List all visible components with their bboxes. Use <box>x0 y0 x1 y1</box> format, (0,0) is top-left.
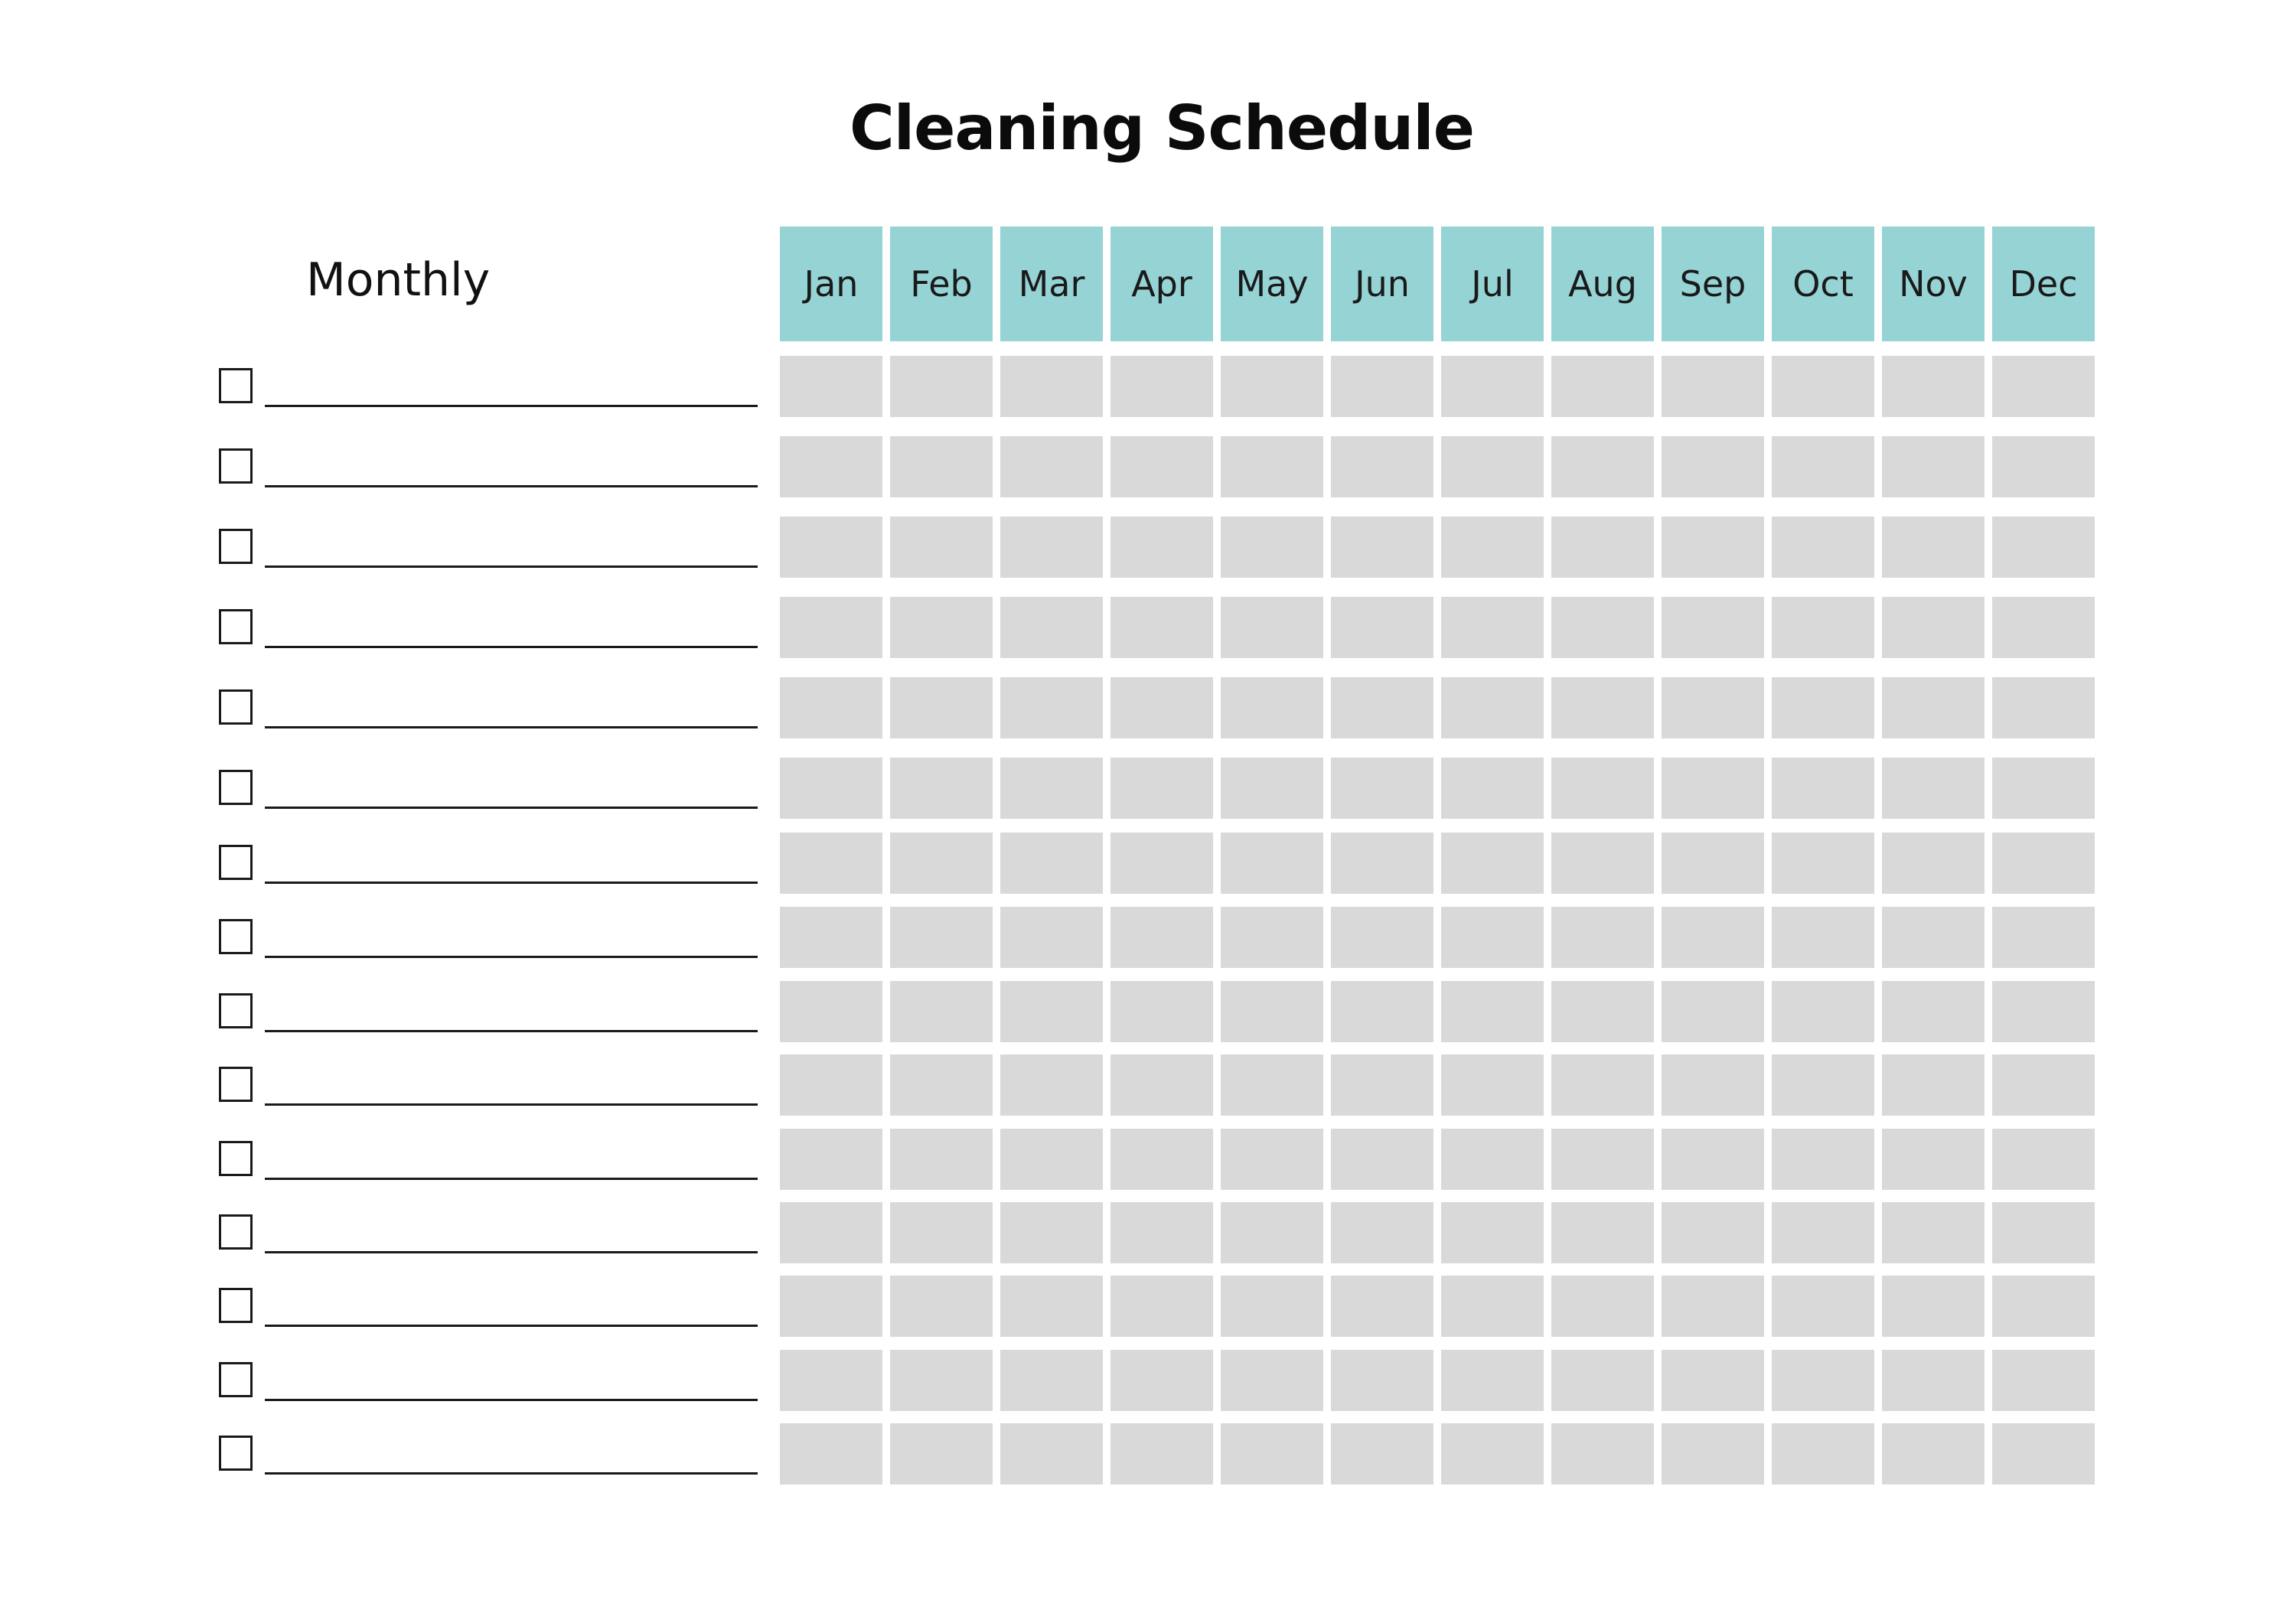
task-name-line[interactable] <box>265 1103 758 1106</box>
task-name-line[interactable] <box>265 1178 758 1180</box>
schedule-cell[interactable] <box>1662 1054 1764 1116</box>
schedule-cell[interactable] <box>780 981 882 1042</box>
schedule-cell[interactable] <box>1110 597 1213 658</box>
schedule-cell[interactable] <box>1441 356 1544 417</box>
month-header-jul: Jul <box>1441 227 1544 341</box>
schedule-cell[interactable] <box>1000 597 1103 658</box>
schedule-cell[interactable] <box>1662 517 1764 578</box>
schedule-cell[interactable] <box>1110 907 1213 968</box>
schedule-cell[interactable] <box>1551 981 1654 1042</box>
schedule-cell[interactable] <box>1992 356 2095 417</box>
schedule-cell[interactable] <box>1110 1129 1213 1190</box>
schedule-cell[interactable] <box>1331 356 1433 417</box>
schedule-cell[interactable] <box>1662 1276 1764 1337</box>
schedule-cell[interactable] <box>1551 1350 1654 1411</box>
task-checkbox[interactable] <box>219 689 253 725</box>
month-header-aug: Aug <box>1551 227 1654 341</box>
schedule-cell[interactable] <box>1882 1054 1985 1116</box>
schedule-cell[interactable] <box>1551 517 1654 578</box>
schedule-cell[interactable] <box>1882 1276 1985 1337</box>
schedule-cell[interactable] <box>1000 517 1103 578</box>
task-name-line[interactable] <box>265 956 758 958</box>
task-name-line[interactable] <box>265 1399 758 1401</box>
schedule-cell[interactable] <box>1331 677 1433 738</box>
schedule-cell[interactable] <box>1882 597 1985 658</box>
task-name-line[interactable] <box>265 485 758 487</box>
schedule-cell[interactable] <box>1551 833 1654 894</box>
schedule-cell[interactable] <box>1221 758 1323 819</box>
task-checkbox[interactable] <box>219 993 253 1028</box>
task-name-line[interactable] <box>265 1251 758 1253</box>
schedule-cell[interactable] <box>1662 1202 1764 1263</box>
schedule-cell[interactable] <box>780 758 882 819</box>
schedule-cell[interactable] <box>1551 597 1654 658</box>
task-name-line[interactable] <box>265 1472 758 1475</box>
task-name-line[interactable] <box>265 1030 758 1032</box>
schedule-cell[interactable] <box>1441 1350 1544 1411</box>
month-header-nov: Nov <box>1882 227 1985 341</box>
schedule-cell[interactable] <box>1110 1423 1213 1484</box>
schedule-cell[interactable] <box>1772 677 1874 738</box>
schedule-cell[interactable] <box>780 677 882 738</box>
schedule-cell[interactable] <box>890 833 993 894</box>
task-checkbox[interactable] <box>219 919 253 954</box>
schedule-cell[interactable] <box>1551 1202 1654 1263</box>
schedule-cell[interactable] <box>1772 356 1874 417</box>
schedule-cell[interactable] <box>780 356 882 417</box>
schedule-cell[interactable] <box>890 1423 993 1484</box>
schedule-cell[interactable] <box>1221 833 1323 894</box>
task-name-line[interactable] <box>265 726 758 728</box>
schedule-cell[interactable] <box>1331 517 1433 578</box>
schedule-cell[interactable] <box>1331 1129 1433 1190</box>
schedule-cell[interactable] <box>1662 833 1764 894</box>
schedule-cell[interactable] <box>1221 1350 1323 1411</box>
schedule-cell[interactable] <box>1331 1276 1433 1337</box>
schedule-cell[interactable] <box>890 597 993 658</box>
schedule-cell[interactable] <box>1992 907 2095 968</box>
schedule-cell[interactable] <box>1882 907 1985 968</box>
schedule-cell[interactable] <box>1992 517 2095 578</box>
schedule-cell[interactable] <box>1221 677 1323 738</box>
schedule-cell[interactable] <box>1221 1129 1323 1190</box>
month-header-jan: Jan <box>780 227 882 341</box>
schedule-cell[interactable] <box>1662 907 1764 968</box>
schedule-cell[interactable] <box>1441 1129 1544 1190</box>
schedule-cell[interactable] <box>1551 1129 1654 1190</box>
schedule-cell[interactable] <box>1662 758 1764 819</box>
schedule-cell[interactable] <box>780 436 882 497</box>
schedule-cell[interactable] <box>890 677 993 738</box>
schedule-cell[interactable] <box>1221 981 1323 1042</box>
schedule-cell[interactable] <box>1772 1129 1874 1190</box>
month-header-may: May <box>1221 227 1323 341</box>
schedule-cell[interactable] <box>780 1350 882 1411</box>
schedule-cell[interactable] <box>1772 907 1874 968</box>
schedule-cell[interactable] <box>1331 1054 1433 1116</box>
month-header-jun: Jun <box>1331 227 1433 341</box>
task-name-line[interactable] <box>265 405 758 407</box>
schedule-cell[interactable] <box>1662 1129 1764 1190</box>
schedule-cell[interactable] <box>780 597 882 658</box>
schedule-cell[interactable] <box>1441 1054 1544 1116</box>
schedule-cell[interactable] <box>890 981 993 1042</box>
schedule-cell[interactable] <box>1992 1129 2095 1190</box>
task-checkbox[interactable] <box>219 529 253 564</box>
schedule-cell[interactable] <box>1441 1423 1544 1484</box>
schedule-cell[interactable] <box>1110 677 1213 738</box>
task-name-line[interactable] <box>265 565 758 568</box>
schedule-cell[interactable] <box>1331 436 1433 497</box>
month-header-dec: Dec <box>1992 227 2095 341</box>
task-name-line[interactable] <box>265 1325 758 1327</box>
schedule-cell[interactable] <box>1441 517 1544 578</box>
schedule-cell[interactable] <box>1441 981 1544 1042</box>
schedule-cell[interactable] <box>1772 517 1874 578</box>
schedule-cell[interactable] <box>1441 833 1544 894</box>
schedule-cell[interactable] <box>1882 517 1985 578</box>
schedule-cell[interactable] <box>1441 436 1544 497</box>
schedule-cell[interactable] <box>890 1350 993 1411</box>
schedule-cell[interactable] <box>890 1129 993 1190</box>
month-header-mar: Mar <box>1000 227 1103 341</box>
schedule-cell[interactable] <box>1662 1423 1764 1484</box>
schedule-cell[interactable] <box>780 833 882 894</box>
schedule-cell[interactable] <box>1992 1054 2095 1116</box>
task-checkbox[interactable] <box>219 1067 253 1102</box>
schedule-cell[interactable] <box>1110 758 1213 819</box>
schedule-cell[interactable] <box>1772 981 1874 1042</box>
schedule-cell[interactable] <box>1000 981 1103 1042</box>
schedule-cell[interactable] <box>780 1276 882 1337</box>
schedule-cell[interactable] <box>1992 981 2095 1042</box>
task-checkbox[interactable] <box>219 448 253 484</box>
schedule-cell[interactable] <box>1551 677 1654 738</box>
schedule-cell[interactable] <box>1110 833 1213 894</box>
task-checkbox[interactable] <box>219 1214 253 1250</box>
schedule-cell[interactable] <box>1992 436 2095 497</box>
schedule-cell[interactable] <box>1331 597 1433 658</box>
schedule-cell[interactable] <box>1992 1423 2095 1484</box>
schedule-cell[interactable] <box>1992 833 2095 894</box>
schedule-cell[interactable] <box>1000 1350 1103 1411</box>
month-header-apr: Apr <box>1110 227 1213 341</box>
schedule-cell[interactable] <box>780 1423 882 1484</box>
schedule-cell[interactable] <box>1772 436 1874 497</box>
schedule-cell[interactable] <box>780 1054 882 1116</box>
schedule-cell[interactable] <box>1772 1276 1874 1337</box>
schedule-cell[interactable] <box>1992 1202 2095 1263</box>
schedule-cell[interactable] <box>1551 907 1654 968</box>
schedule-cell[interactable] <box>1441 677 1544 738</box>
section-label: Monthly <box>306 253 491 307</box>
schedule-cell[interactable] <box>1772 597 1874 658</box>
schedule-cell[interactable] <box>1772 758 1874 819</box>
month-header-oct: Oct <box>1772 227 1874 341</box>
task-name-line[interactable] <box>265 882 758 884</box>
schedule-cell[interactable] <box>1992 677 2095 738</box>
schedule-cell[interactable] <box>1000 1423 1103 1484</box>
schedule-cell[interactable] <box>1110 356 1213 417</box>
schedule-cell[interactable] <box>1110 436 1213 497</box>
schedule-cell[interactable] <box>1441 1276 1544 1337</box>
schedule-cell[interactable] <box>890 1202 993 1263</box>
schedule-cell[interactable] <box>1662 1350 1764 1411</box>
schedule-cell[interactable] <box>1441 1202 1544 1263</box>
task-checkbox[interactable] <box>219 1362 253 1397</box>
schedule-cell[interactable] <box>890 1054 993 1116</box>
schedule-cell[interactable] <box>1331 1202 1433 1263</box>
schedule-cell[interactable] <box>1882 1350 1985 1411</box>
schedule-cell[interactable] <box>1221 436 1323 497</box>
schedule-cell[interactable] <box>1882 758 1985 819</box>
schedule-cell[interactable] <box>1221 356 1323 417</box>
schedule-cell[interactable] <box>1000 436 1103 497</box>
schedule-cell[interactable] <box>780 1202 882 1263</box>
schedule-cell[interactable] <box>1662 356 1764 417</box>
schedule-cell[interactable] <box>1551 436 1654 497</box>
schedule-cell[interactable] <box>1992 1350 2095 1411</box>
task-checkbox[interactable] <box>219 770 253 805</box>
schedule-cell[interactable] <box>1882 833 1985 894</box>
schedule-cell[interactable] <box>1110 1350 1213 1411</box>
schedule-cell[interactable] <box>1551 758 1654 819</box>
schedule-cell[interactable] <box>1441 907 1544 968</box>
schedule-cell[interactable] <box>1772 1202 1874 1263</box>
schedule-cell[interactable] <box>1331 758 1433 819</box>
schedule-cell[interactable] <box>1000 356 1103 417</box>
task-checkbox[interactable] <box>219 609 253 644</box>
schedule-cell[interactable] <box>1882 436 1985 497</box>
schedule-cell[interactable] <box>1000 1202 1103 1263</box>
schedule-cell[interactable] <box>1662 436 1764 497</box>
month-header-feb: Feb <box>890 227 993 341</box>
schedule-cell[interactable] <box>780 1129 882 1190</box>
schedule-cell[interactable] <box>1110 1202 1213 1263</box>
schedule-cell[interactable] <box>1110 517 1213 578</box>
schedule-cell[interactable] <box>1000 1129 1103 1190</box>
schedule-cell[interactable] <box>1221 1202 1323 1263</box>
schedule-cell[interactable] <box>1662 677 1764 738</box>
schedule-cell[interactable] <box>1551 1276 1654 1337</box>
task-checkbox[interactable] <box>219 368 253 403</box>
schedule-cell[interactable] <box>1331 1423 1433 1484</box>
schedule-cell[interactable] <box>1441 758 1544 819</box>
schedule-cell[interactable] <box>780 517 882 578</box>
month-header-sep: Sep <box>1662 227 1764 341</box>
schedule-cell[interactable] <box>1772 1350 1874 1411</box>
task-checkbox[interactable] <box>219 1288 253 1323</box>
schedule-cell[interactable] <box>890 517 993 578</box>
schedule-cell[interactable] <box>1992 758 2095 819</box>
task-checkbox[interactable] <box>219 1141 253 1176</box>
page-title: Cleaning Schedule <box>850 93 1474 164</box>
schedule-cell[interactable] <box>890 356 993 417</box>
schedule-cell[interactable] <box>890 436 993 497</box>
schedule-cell[interactable] <box>1992 597 2095 658</box>
schedule-cell[interactable] <box>1441 597 1544 658</box>
schedule-cell[interactable] <box>1551 1423 1654 1484</box>
schedule-cell[interactable] <box>1221 1423 1323 1484</box>
schedule-cell[interactable] <box>1331 1350 1433 1411</box>
schedule-cell[interactable] <box>1882 1202 1985 1263</box>
schedule-cell[interactable] <box>1551 356 1654 417</box>
schedule-cell[interactable] <box>780 907 882 968</box>
task-name-line[interactable] <box>265 807 758 809</box>
schedule-cell[interactable] <box>1772 833 1874 894</box>
schedule-cell[interactable] <box>1221 517 1323 578</box>
schedule-cell[interactable] <box>1882 1129 1985 1190</box>
schedule-cell[interactable] <box>1221 907 1323 968</box>
schedule-cell[interactable] <box>1110 981 1213 1042</box>
schedule-cell[interactable] <box>1551 1054 1654 1116</box>
schedule-cell[interactable] <box>1331 981 1433 1042</box>
schedule-cell[interactable] <box>1221 1276 1323 1337</box>
schedule-cell[interactable] <box>1331 907 1433 968</box>
schedule-cell[interactable] <box>1882 356 1985 417</box>
schedule-cell[interactable] <box>1000 677 1103 738</box>
schedule-cell[interactable] <box>1882 981 1985 1042</box>
schedule-cell[interactable] <box>1000 907 1103 968</box>
task-checkbox[interactable] <box>219 1436 253 1471</box>
schedule-cell[interactable] <box>890 1276 993 1337</box>
schedule-cell[interactable] <box>1221 597 1323 658</box>
schedule-cell[interactable] <box>1331 833 1433 894</box>
schedule-cell[interactable] <box>1000 833 1103 894</box>
schedule-cell[interactable] <box>1882 1423 1985 1484</box>
schedule-cell[interactable] <box>1000 1276 1103 1337</box>
schedule-cell[interactable] <box>1772 1423 1874 1484</box>
schedule-cell[interactable] <box>890 758 993 819</box>
schedule-cell[interactable] <box>890 907 993 968</box>
schedule-cell[interactable] <box>1662 981 1764 1042</box>
schedule-cell[interactable] <box>1221 1054 1323 1116</box>
schedule-cell[interactable] <box>1000 1054 1103 1116</box>
task-checkbox[interactable] <box>219 845 253 880</box>
schedule-cell[interactable] <box>1662 597 1764 658</box>
schedule-cell[interactable] <box>1882 677 1985 738</box>
schedule-cell[interactable] <box>1772 1054 1874 1116</box>
schedule-cell[interactable] <box>1992 1276 2095 1337</box>
schedule-cell[interactable] <box>1110 1276 1213 1337</box>
schedule-cell[interactable] <box>1110 1054 1213 1116</box>
task-name-line[interactable] <box>265 646 758 648</box>
schedule-cell[interactable] <box>1000 758 1103 819</box>
